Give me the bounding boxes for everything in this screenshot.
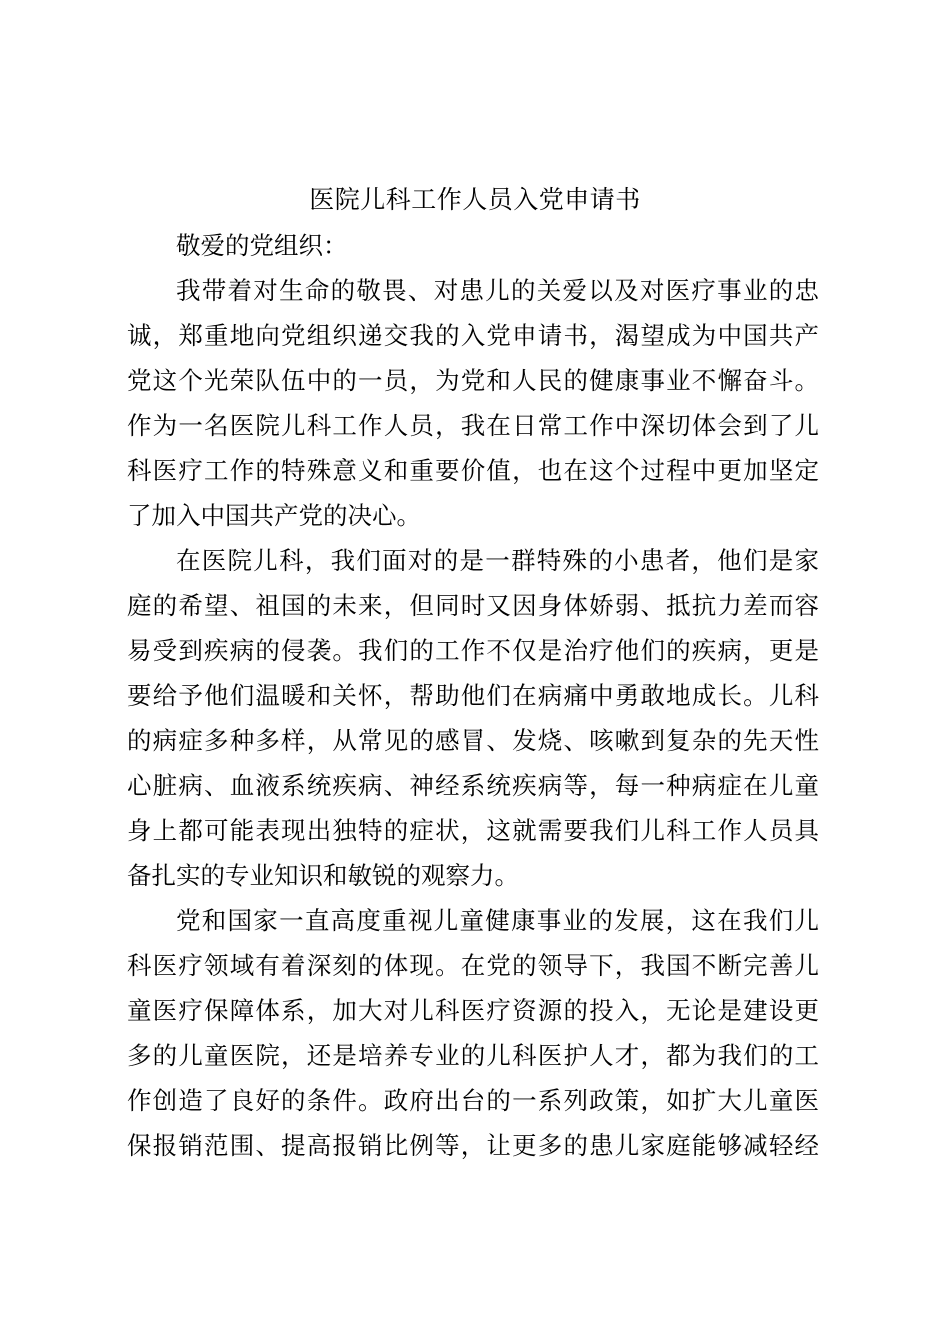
document-title: 医院儿科工作人员入党申请书 [309,185,641,214]
paragraph-line: 了加入中国共产党的决心。 [127,501,421,530]
paragraph-3 [127,898,819,1168]
paragraph-line: 易受到疾病的侵袭。我们的工作不仅是治疗他们的疾病，更是 [127,636,819,665]
paragraph-line: 身上都可能表现出独特的症状，这就需要我们儿科工作人员具 [127,816,819,845]
paragraph-line: 我带着对生命的敬畏、对患儿的关爱以及对医疗事业的忠 [176,276,819,305]
paragraph-line: 保报销范围、提高报销比例等，让更多的患儿家庭能够减轻经 [127,1131,819,1160]
paragraph-line: 备扎实的专业知识和敏锐的观察力。 [127,861,519,890]
paragraph-1 [127,268,819,538]
paragraph-line: 要给予他们温暖和关怀，帮助他们在病痛中勇敢地成长。儿科 [127,681,819,710]
paragraph-2 [127,538,819,898]
paragraph-line: 诚，郑重地向党组织递交我的入党申请书，渴望成为中国共产 [127,321,819,350]
paragraph-line: 作创造了良好的条件。政府出台的一系列政策，如扩大儿童医 [127,1086,819,1115]
paragraph-line: 党这个光荣队伍中的一员，为党和人民的健康事业不懈奋斗。 [127,366,819,395]
paragraph-line: 的病症多种多样，从常见的感冒、发烧、咳嗽到复杂的先天性 [127,726,819,755]
paragraph-line: 多的儿童医院，还是培养专业的儿科医护人才，都为我们的工 [127,1041,819,1070]
salutation: 敬爱的党组织： [176,231,348,260]
paragraph-line: 科医疗工作的特殊意义和重要价值，也在这个过程中更加坚定 [127,456,819,485]
document-body [127,223,819,1168]
paragraph-line: 作为一名医院儿科工作人员，我在日常工作中深切体会到了儿 [127,411,819,440]
paragraph-line: 科医疗领域有着深刻的体现。在党的领导下，我国不断完善儿 [127,951,819,980]
paragraph-line: 童医疗保障体系，加大对儿科医疗资源的投入，无论是建设更 [127,996,819,1025]
paragraph-line: 庭的希望、祖国的未来，但同时又因身体娇弱、抵抗力差而容 [127,591,819,620]
paragraph-line: 在医院儿科，我们面对的是一群特殊的小患者，他们是家 [176,546,819,575]
paragraph-line: 心脏病、血液系统疾病、神经系统疾病等，每一种病症在儿童 [127,771,819,800]
paragraph-line: 党和国家一直高度重视儿童健康事业的发展，这在我们儿 [176,906,819,935]
